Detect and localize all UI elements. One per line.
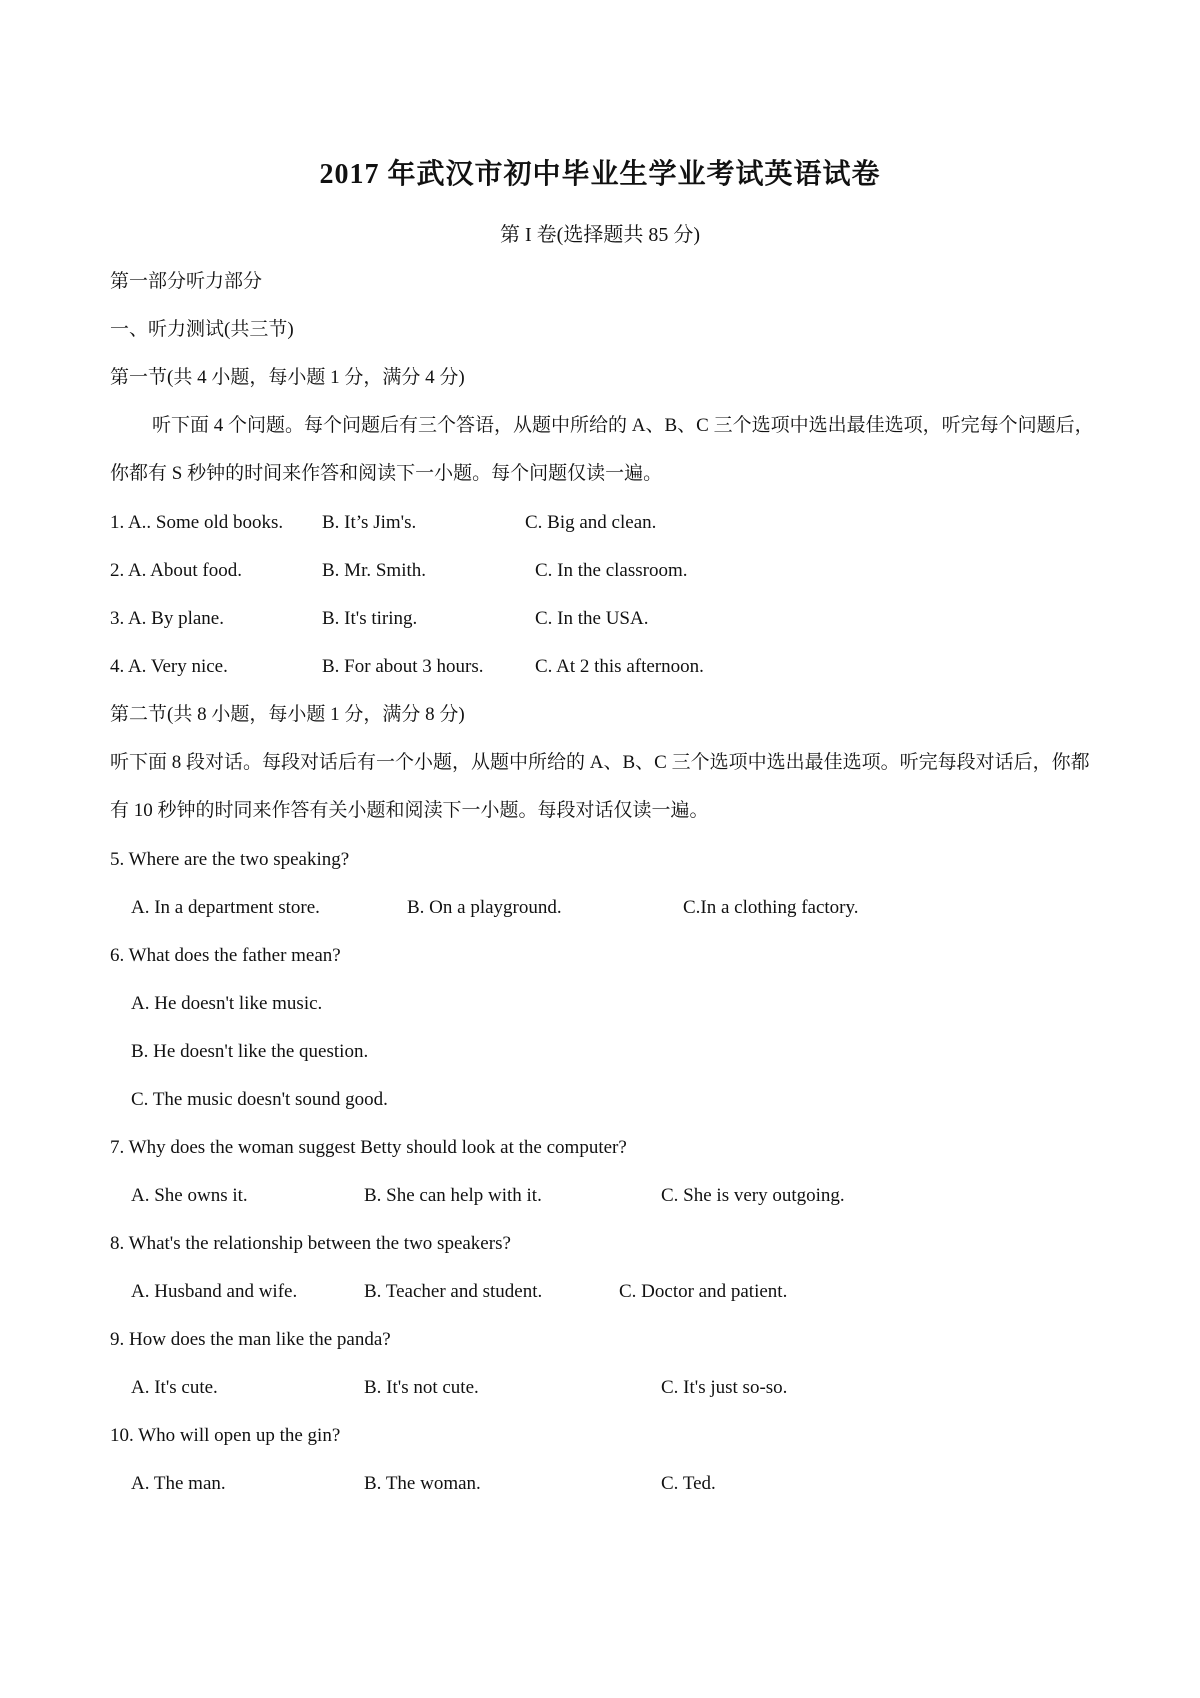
q4-option-a: 4. A. Very nice.	[110, 656, 228, 677]
q2-option-b: B. Mr. Smith.	[322, 560, 426, 581]
page-subtitle: 第 I 卷(选择题共 85 分)	[500, 224, 700, 246]
q9-stem: 9. How does the man like the panda?	[110, 1329, 391, 1350]
section1-instructions: 听下面 4 个问题。每个问题后有三个答语，从题中所给的 A、B、C 三个选项中选出最佳选项，听完每个问题后，你都有 S 秒钟的时间来作答和阅读下一小题。每个问题仅读一遍。	[110, 415, 1094, 484]
q2-option-c: C. In the classroom.	[535, 560, 688, 581]
q3-option-c: C. In the USA.	[535, 608, 649, 629]
q1-option-b: B. It’s Jim's.	[322, 512, 417, 533]
section-title: 一、听力测试(共三节)	[110, 319, 294, 340]
q10-option-a: A. The man.	[131, 1473, 226, 1494]
q8-option-a: A. Husband and wife.	[131, 1281, 298, 1302]
q3-option-b: B. It's tiring.	[322, 608, 418, 629]
q9-option-c: C. It's just so-so.	[661, 1377, 788, 1398]
q6-option-a: A. He doesn't like music.	[131, 993, 323, 1014]
q7-option-b: B. She can help with it.	[364, 1185, 542, 1206]
q1-option-c: C. Big and clean.	[525, 512, 657, 533]
q8-option-b: B. Teacher and student.	[364, 1281, 543, 1302]
q7-option-a: A. She owns it.	[131, 1185, 248, 1206]
q7-option-c: C. She is very outgoing.	[661, 1185, 845, 1206]
page-title: 2017 年武汉市初中毕业生学业考试英语试卷	[319, 159, 881, 190]
q5-option-b: B. On a playground.	[407, 897, 562, 918]
q3-option-a: 3. A. By plane.	[110, 608, 224, 629]
q10-stem: 10. Who will open up the gin?	[110, 1425, 341, 1446]
q10-option-c: C. Ted.	[661, 1473, 716, 1494]
section1-title: 第一节(共 4 小题，每小题 1 分，满分 4 分)	[110, 367, 465, 388]
q6-option-b: B. He doesn't like the question.	[131, 1041, 369, 1062]
q10-option-b: B. The woman.	[364, 1473, 481, 1494]
part-heading: 第一部分听力部分	[110, 271, 263, 292]
section2-title: 第二节(共 8 小题，每小题 1 分，满分 8 分)	[110, 704, 465, 725]
q6-stem: 6. What does the father mean?	[110, 945, 341, 966]
q9-option-b: B. It's not cute.	[364, 1377, 479, 1398]
q9-option-a: A. It's cute.	[131, 1377, 218, 1398]
q8-stem: 8. What's the relationship between the two speakers?	[110, 1233, 511, 1254]
q4-option-c: C. At 2 this afternoon.	[535, 656, 704, 677]
q6-option-c: C. The music doesn't sound good.	[131, 1089, 388, 1110]
section2-instructions: 听下面 8 段对话。每段对话后有一个小题，从题中所给的 A、B、C 三个选项中选出最佳选项。听完每段对话后，你都有 10 秒钟的时同来作答有关小题和阅渎下一小题。每段对话仅读一遍。	[110, 752, 1090, 821]
q2-option-a: 2. A. About food.	[110, 560, 242, 581]
q1-option-a: 1. A.. Some old books.	[110, 512, 284, 533]
q4-option-b: B. For about 3 hours.	[322, 656, 484, 677]
q5-option-a: A. In a department store.	[131, 897, 320, 918]
q5-stem: 5. Where are the two speaking?	[110, 849, 350, 870]
q7-stem: 7. Why does the woman suggest Betty should look at the computer?	[110, 1137, 627, 1158]
q8-option-c: C. Doctor and patient.	[619, 1281, 788, 1302]
q5-option-c: C.In a clothing factory.	[683, 897, 859, 918]
